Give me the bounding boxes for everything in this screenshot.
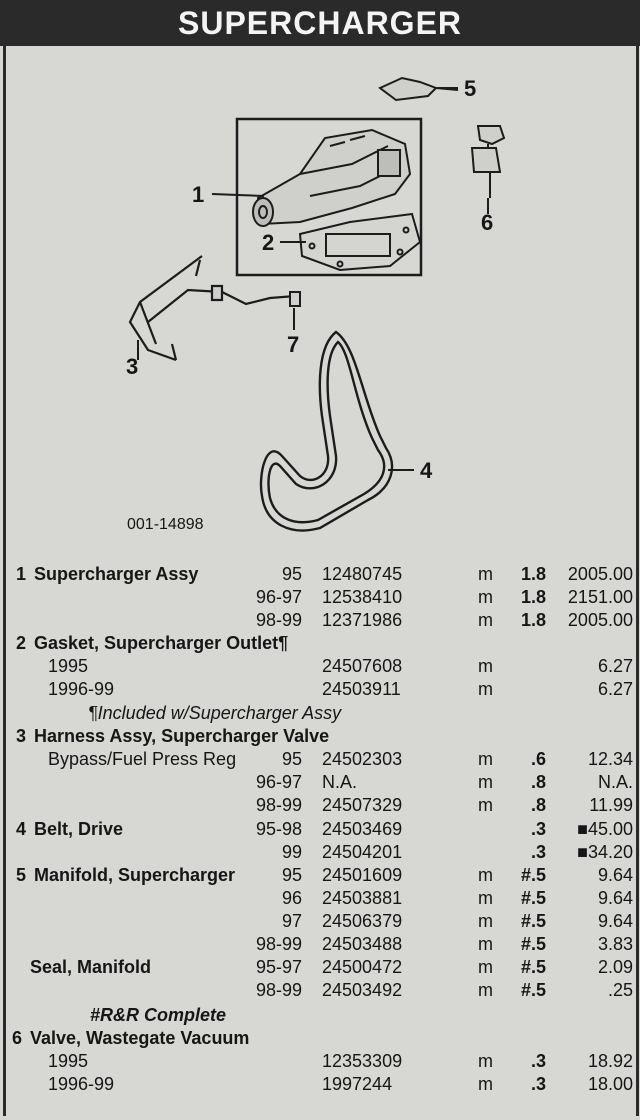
price: 2.09 bbox=[597, 957, 633, 977]
labor-time: .8 bbox=[530, 795, 546, 815]
price: ■45.00 bbox=[577, 819, 633, 839]
table-row bbox=[0, 725, 640, 748]
m-code: m bbox=[478, 795, 493, 815]
year-range: 96 bbox=[281, 888, 302, 908]
price: 18.92 bbox=[587, 1051, 633, 1071]
leader-lines bbox=[138, 88, 488, 470]
exploded-view-diagram bbox=[0, 46, 640, 546]
price: 2005.00 bbox=[567, 564, 633, 584]
year-range: 99 bbox=[281, 842, 302, 862]
part-number: 12480745 bbox=[322, 564, 403, 584]
part-number: 24503881 bbox=[322, 888, 403, 908]
table-row bbox=[0, 586, 640, 609]
item-number: 1 bbox=[16, 564, 27, 584]
price: 6.27 bbox=[597, 656, 633, 676]
table-row bbox=[0, 864, 640, 887]
price: ■34.20 bbox=[577, 842, 633, 862]
labor-time: 1.8 bbox=[520, 564, 546, 584]
year-range: 98-99 bbox=[255, 795, 302, 815]
footnote: #R&R Complete bbox=[90, 1005, 227, 1025]
item-title: Harness Assy, Supercharger Valve bbox=[34, 726, 330, 746]
year-range: 95 bbox=[281, 865, 302, 885]
labor-time: #.5 bbox=[520, 888, 546, 908]
price: 11.99 bbox=[589, 795, 633, 815]
callout-5: 5 bbox=[464, 76, 477, 101]
wastegate-valve-drawing bbox=[472, 126, 504, 198]
m-code: m bbox=[478, 980, 493, 1000]
m-code: m bbox=[478, 1074, 493, 1094]
labor-time: .6 bbox=[530, 749, 546, 769]
m-code: m bbox=[478, 587, 493, 607]
table-row bbox=[0, 702, 640, 725]
table-row bbox=[0, 655, 640, 678]
item-number: 5 bbox=[16, 865, 27, 885]
page-title: SUPERCHARGER bbox=[177, 5, 463, 41]
year-range: 95-98 bbox=[255, 819, 302, 839]
price: 9.64 bbox=[597, 911, 633, 931]
labor-time: #.5 bbox=[520, 865, 546, 885]
table-row bbox=[0, 887, 640, 910]
callout-3: 3 bbox=[126, 354, 139, 379]
item-subtitle: 1995 bbox=[48, 656, 89, 676]
m-code: m bbox=[478, 911, 493, 931]
price: 2151.00 bbox=[567, 587, 633, 607]
labor-time: #.5 bbox=[520, 980, 546, 1000]
price: 2005.00 bbox=[567, 610, 633, 630]
year-range: 98-99 bbox=[255, 980, 302, 1000]
m-code: m bbox=[478, 656, 493, 676]
callout-4: 4 bbox=[420, 458, 433, 483]
price: 3.83 bbox=[597, 934, 633, 954]
table-row bbox=[0, 841, 640, 864]
table-row bbox=[0, 748, 640, 771]
year-range: 95-97 bbox=[255, 957, 302, 977]
m-code: m bbox=[478, 679, 493, 699]
price: N.A. bbox=[597, 772, 633, 792]
part-number: 12538410 bbox=[322, 587, 403, 607]
table-row bbox=[0, 1073, 640, 1096]
item-title: Supercharger Assy bbox=[34, 564, 199, 584]
table-row bbox=[0, 678, 640, 701]
item-number: 4 bbox=[16, 819, 27, 839]
callout-7: 7 bbox=[287, 332, 300, 357]
m-code: m bbox=[478, 772, 493, 792]
labor-time: 1.8 bbox=[520, 610, 546, 630]
page-header bbox=[0, 0, 640, 46]
year-range: 97 bbox=[281, 911, 302, 931]
price: 9.64 bbox=[597, 888, 633, 908]
m-code: m bbox=[478, 888, 493, 908]
m-code: m bbox=[478, 934, 493, 954]
part-number: 24502303 bbox=[322, 749, 403, 769]
item-number: 3 bbox=[16, 726, 27, 746]
part-number: 24507608 bbox=[322, 656, 403, 676]
m-code: m bbox=[478, 957, 493, 977]
part-number: 24503469 bbox=[322, 819, 403, 839]
figure-number: 001-14898 bbox=[127, 516, 204, 533]
table-row bbox=[0, 1004, 640, 1027]
price: 18.00 bbox=[587, 1074, 633, 1094]
labor-time: .3 bbox=[530, 1051, 546, 1071]
price: .25 bbox=[607, 980, 633, 1000]
table-row bbox=[0, 794, 640, 817]
part-number: 24503492 bbox=[322, 980, 403, 1000]
item-number: 2 bbox=[16, 633, 27, 653]
price: 12.34 bbox=[587, 749, 633, 769]
table-row bbox=[0, 632, 640, 655]
table-row bbox=[0, 1050, 640, 1073]
part-number: 1997244 bbox=[322, 1074, 393, 1094]
table-row bbox=[0, 1027, 640, 1050]
connector-drawing bbox=[290, 292, 300, 306]
part-number: 24503911 bbox=[322, 679, 401, 699]
item-subtitle: 1996-99 bbox=[48, 679, 115, 699]
gasket-drawing bbox=[300, 214, 420, 270]
table-row bbox=[0, 979, 640, 1002]
item-subtitle: Seal, Manifold bbox=[30, 957, 152, 977]
callout-2: 2 bbox=[262, 230, 275, 255]
table-row bbox=[0, 956, 640, 979]
labor-time: #.5 bbox=[520, 934, 546, 954]
part-number: N.A. bbox=[322, 772, 358, 792]
table-row bbox=[0, 818, 640, 841]
m-code: m bbox=[478, 865, 493, 885]
labor-time: .3 bbox=[530, 819, 546, 839]
supercharger-assy-drawing bbox=[253, 130, 410, 226]
m-code: m bbox=[478, 1051, 493, 1071]
table-row bbox=[0, 933, 640, 956]
table-row bbox=[0, 609, 640, 632]
labor-time: #.5 bbox=[520, 957, 546, 977]
part-number: 24507329 bbox=[322, 795, 403, 815]
m-code: m bbox=[478, 564, 493, 584]
m-code: m bbox=[478, 610, 493, 630]
year-range: 96-97 bbox=[255, 772, 302, 792]
callout-6: 6 bbox=[481, 210, 494, 235]
labor-time: 1.8 bbox=[520, 587, 546, 607]
part-number: 24504201 bbox=[322, 842, 403, 862]
table-row bbox=[0, 563, 640, 586]
year-range: 95 bbox=[281, 749, 302, 769]
year-range: 96-97 bbox=[255, 587, 302, 607]
year-range: 98-99 bbox=[255, 610, 302, 630]
m-code: m bbox=[478, 749, 493, 769]
labor-time: #.5 bbox=[520, 911, 546, 931]
price: 9.64 bbox=[597, 865, 633, 885]
labor-time: .3 bbox=[530, 842, 546, 862]
table-row bbox=[0, 771, 640, 794]
part-number: 24503488 bbox=[322, 934, 403, 954]
item-subtitle: 1995 bbox=[48, 1051, 89, 1071]
item-title: Valve, Wastegate Vacuum bbox=[30, 1028, 250, 1048]
labor-time: .8 bbox=[530, 772, 546, 792]
item-title: Belt, Drive bbox=[34, 819, 124, 839]
item-subtitle: Bypass/Fuel Press Reg bbox=[48, 749, 237, 769]
item-number: 6 bbox=[12, 1028, 23, 1048]
footnote: ¶Included w/Supercharger Assy bbox=[88, 703, 342, 723]
item-title: Gasket, Supercharger Outlet¶ bbox=[34, 633, 289, 653]
part-number: 12353309 bbox=[322, 1051, 403, 1071]
price: 6.27 bbox=[597, 679, 633, 699]
part-number: 24506379 bbox=[322, 911, 403, 931]
table-row bbox=[0, 910, 640, 933]
part-number: 24501609 bbox=[322, 865, 403, 885]
item-title: Manifold, Supercharger bbox=[34, 865, 236, 885]
year-range: 98-99 bbox=[255, 934, 302, 954]
year-range: 95 bbox=[281, 564, 302, 584]
item-subtitle: 1996-99 bbox=[48, 1074, 115, 1094]
part-number: 24500472 bbox=[322, 957, 403, 977]
part-number: 12371986 bbox=[322, 610, 403, 630]
harness-assy-drawing bbox=[130, 256, 296, 360]
callout-1: 1 bbox=[192, 182, 205, 207]
drive-belt-drawing bbox=[261, 332, 392, 530]
labor-time: .3 bbox=[530, 1074, 546, 1094]
